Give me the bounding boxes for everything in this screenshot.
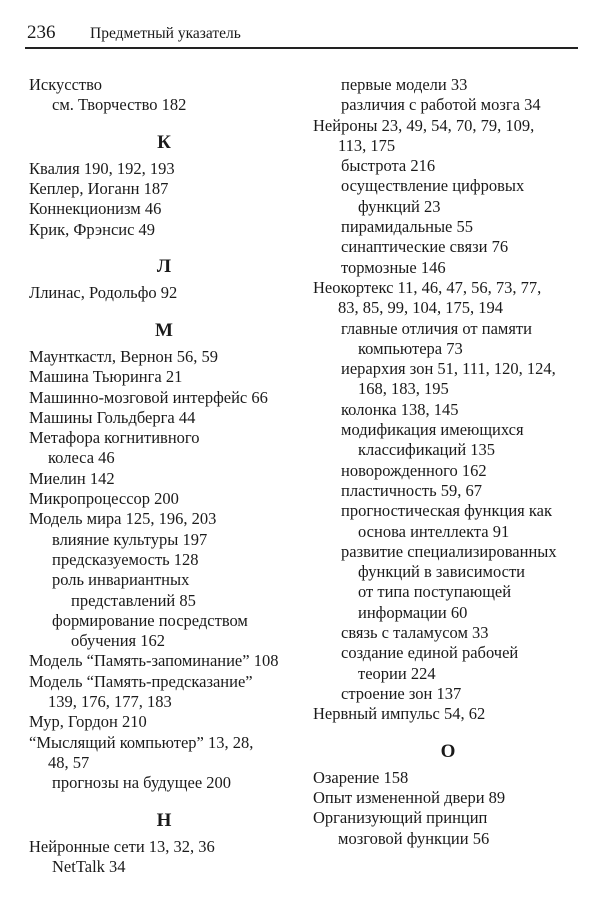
letter-heading: М xyxy=(155,319,173,341)
index-entry: Микропроцессор 200 xyxy=(29,489,179,509)
index-entry: Модель “Память-предсказание” xyxy=(29,671,253,691)
index-subentry: 83, 85, 99, 104, 175, 194 xyxy=(338,298,503,318)
page-number: 236 xyxy=(27,22,56,43)
index-subentry: модификация имеющихся xyxy=(341,420,524,440)
index-subentry: см. Творчество 182 xyxy=(52,95,187,115)
index-subentry: функций 23 xyxy=(358,196,441,216)
index-subentry: тормозные 146 xyxy=(341,257,446,277)
index-subentry: осуществление цифровых xyxy=(341,176,525,196)
index-entry: Миелин 142 xyxy=(29,468,115,488)
index-subentry: быстрота 216 xyxy=(341,156,436,176)
index-subentry: обучения 162 xyxy=(71,631,166,651)
index-column-left xyxy=(29,75,299,877)
letter-heading: Н xyxy=(156,809,172,831)
index-subentry: иерархия зон 51, 111, 120, 124, xyxy=(341,359,556,379)
letter-heading: Л xyxy=(156,256,172,278)
index-subentry: синаптические связи 76 xyxy=(341,237,509,257)
index-subentry: 139, 176, 177, 183 xyxy=(48,692,172,712)
index-subentry: основа интеллекта 91 xyxy=(358,521,510,541)
index-entry: Опыт измененной двери 89 xyxy=(313,788,506,808)
index-subentry: строение зон 137 xyxy=(341,683,462,703)
index-subentry: NetTalk 34 xyxy=(52,857,126,877)
index-subentry: развитие специализированных xyxy=(341,541,557,561)
index-entry: Неокортекс 11, 46, 47, 56, 73, 77, xyxy=(313,277,542,297)
index-subentry: представлений 85 xyxy=(71,590,196,610)
index-subentry: колеса 46 xyxy=(48,448,115,468)
index-subentry: главные отличия от памяти xyxy=(341,318,532,338)
index-entry: Машины Гольдберга 44 xyxy=(29,407,196,427)
header-rule xyxy=(25,47,578,49)
index-entry: Квалия 190, 192, 193 xyxy=(29,158,175,178)
index-entry: Нейроны 23, 49, 54, 70, 79, 109, xyxy=(313,115,535,135)
index-entry: Нейронные сети 13, 32, 36 xyxy=(29,836,215,856)
index-subentry: мозговой функции 56 xyxy=(338,828,490,848)
index-subentry: предсказуемость 128 xyxy=(52,549,199,569)
index-entry: Машина Тьюринга 21 xyxy=(29,367,183,387)
index-column-right xyxy=(313,75,583,849)
index-subentry: 168, 183, 195 xyxy=(358,379,449,399)
index-subentry: от типа поступающей xyxy=(358,582,512,602)
index-entry: Крик, Фрэнсис 49 xyxy=(29,219,156,239)
index-subentry: функций в зависимости xyxy=(358,562,525,582)
index-subentry: новорожденного 162 xyxy=(341,460,487,480)
index-subentry: пластичность 59, 67 xyxy=(341,480,482,500)
index-entry: Искусство xyxy=(29,75,103,94)
index-entry: Метафора когнитивного xyxy=(29,428,200,448)
index-subentry: первые модели 33 xyxy=(341,75,468,94)
index-entry: Модель “Память-запоминание” 108 xyxy=(29,651,279,671)
index-entry: Коннекционизм 46 xyxy=(29,199,162,219)
index-subentry: 113, 175 xyxy=(338,135,396,155)
letter-heading: О xyxy=(440,740,456,762)
index-entry: Машинно-мозговой интерфейс 66 xyxy=(29,387,268,407)
index-entry: Маунткастл, Вернон 56, 59 xyxy=(29,346,219,366)
index-subentry: пирамидальные 55 xyxy=(341,217,473,237)
letter-heading: К xyxy=(157,131,171,153)
index-entry: Мур, Гордон 210 xyxy=(29,712,147,732)
index-entry: Модель мира 125, 196, 203 xyxy=(29,509,217,529)
index-subentry: влияние культуры 197 xyxy=(52,529,208,549)
running-title: Предметный указатель xyxy=(90,25,241,42)
index-subentry: информации 60 xyxy=(358,602,468,622)
index-entry: Ллинас, Родольфо 92 xyxy=(29,283,178,303)
index-entry: Кеплер, Иоганн 187 xyxy=(29,179,169,199)
index-subentry: 48, 57 xyxy=(48,752,90,772)
index-subentry: классификаций 135 xyxy=(358,440,496,460)
index-subentry: прогностическая функция как xyxy=(341,501,552,521)
index-subentry: прогнозы на будущее 200 xyxy=(52,773,232,793)
index-subentry: колонка 138, 145 xyxy=(341,399,459,419)
index-subentry: связь с таламусом 33 xyxy=(341,623,489,643)
index-subentry: роль инвариантных xyxy=(52,570,190,590)
index-entry: Нервный импульс 54, 62 xyxy=(313,704,486,724)
index-subentry: компьютера 73 xyxy=(358,338,463,358)
index-subentry: различия с работой мозга 34 xyxy=(341,95,541,115)
index-subentry: теории 224 xyxy=(358,663,436,683)
index-entry: “Мыслящий компьютер” 13, 28, xyxy=(29,732,254,752)
index-subentry: формирование посредством xyxy=(52,610,248,630)
index-entry: Организующий принцип xyxy=(313,808,488,828)
index-subentry: создание единой рабочей xyxy=(341,643,519,663)
index-entry: Озарение 158 xyxy=(313,767,409,787)
